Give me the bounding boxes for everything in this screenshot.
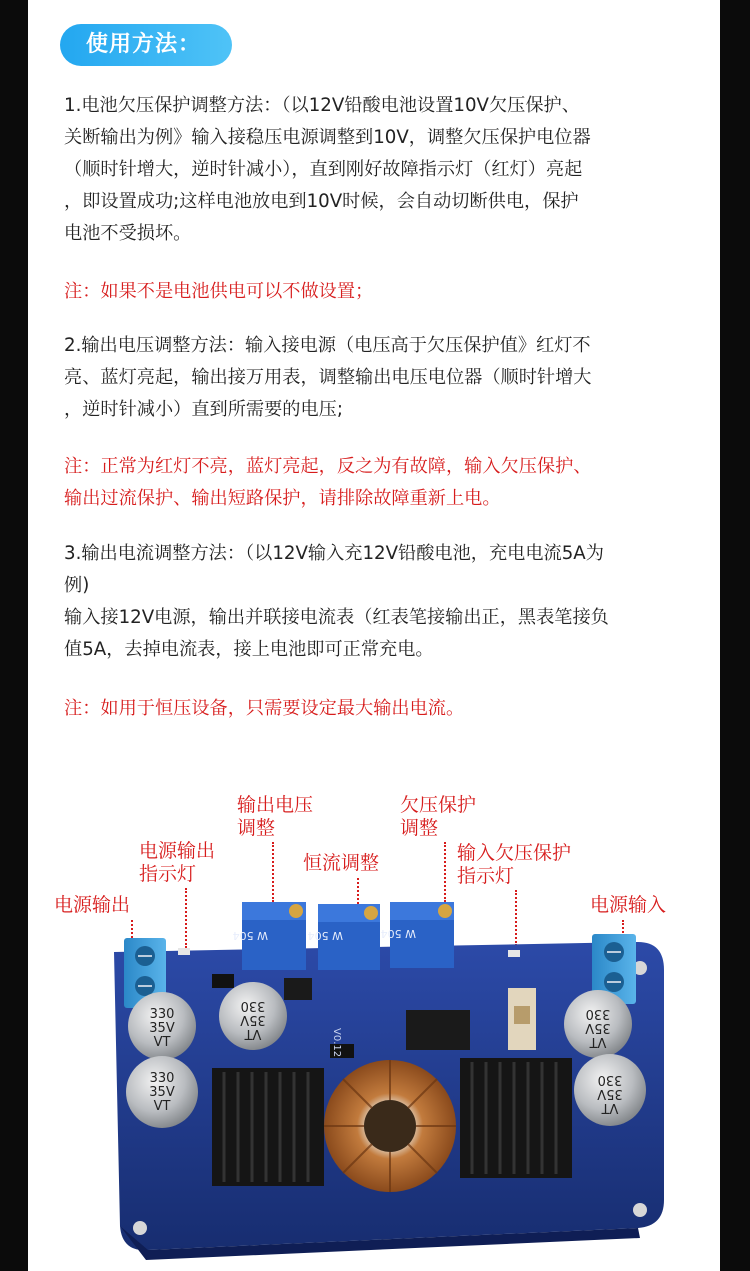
text-line: 输入接12V电源，输出并联接电流表（红表笔接输出正，黑表笔接负 (64, 607, 609, 628)
svg-text:35V: 35V (240, 1012, 266, 1027)
section-2-note (64, 451, 704, 515)
resistor-smd (212, 974, 234, 988)
mount-hole (133, 1221, 147, 1235)
heatsink-left (212, 1068, 324, 1186)
svg-text:VT: VT (153, 1099, 171, 1114)
pot-code-label: W 504 (380, 927, 416, 940)
pot-output-voltage (233, 902, 306, 970)
capacitor-right-top (564, 990, 632, 1058)
small-ic (284, 978, 312, 1000)
pcb-graphic (28, 780, 720, 1271)
note-line: 注：如果不是电池供电可以不做设置； (64, 281, 374, 302)
text-line: 值5A，去掉电流表，接上电池即可正常充电。 (64, 639, 434, 660)
label-power-output: 电源输出 (54, 894, 131, 916)
toroid-inductor (324, 1060, 456, 1192)
text-line: 电池不受损坏。 (64, 223, 192, 244)
label-cc-adjust: 恒流调整 (303, 852, 380, 874)
text-line: （顺时针增大，逆时针减小），直到刚好故障指示灯（红灯）亮起 (64, 159, 583, 180)
svg-text:VT: VT (153, 1035, 171, 1050)
selector-switch-knob (514, 1006, 530, 1024)
text-line: 例) (64, 575, 90, 596)
section-2-text (64, 330, 704, 426)
section-1-note (64, 276, 704, 308)
label-output-indicator: 电源输出 指示灯 (139, 840, 216, 885)
note-line: 注：正常为红灯不亮，蓝灯亮起，反之为有故障，输入欠压保护、 (64, 456, 592, 477)
label-output-voltage-adjust: 输出电压 调整 (237, 794, 314, 839)
svg-text:VT: VT (244, 1026, 262, 1041)
svg-text:35V: 35V (149, 1021, 175, 1036)
svg-text:35V: 35V (585, 1020, 611, 1035)
text-line: 2.输出电压调整方法：输入接电源（电压高于欠压保护值》红灯不 (64, 335, 591, 356)
note-line: 注：如用于恒压设备，只需要设定最大输出电流。 (64, 698, 465, 719)
svg-text:35V: 35V (149, 1085, 175, 1100)
input-uv-indicator-led (508, 950, 520, 957)
controller-ic (406, 1010, 470, 1050)
text-line: 3.输出电流调整方法：（以12V输入充12V铅酸电池，充电电流5A为 (64, 543, 604, 564)
capacitor-center-left (219, 982, 287, 1050)
text-line: 亮、蓝灯亮起，输出接万用表，调整输出电压电位器（顺时针增大 (64, 367, 592, 388)
board-version-label: V0.12 (331, 1028, 342, 1058)
text-line: 关断输出为例》输入接稳压电源调整到10V，调整欠压保护电位器 (64, 127, 591, 148)
capacitor-left-top (128, 992, 196, 1060)
text-line: ，逆时针减小）直到所需要的电压; (64, 399, 343, 420)
text-line: 1.电池欠压保护调整方法：（以12V铅酸电池设置10V欠压保护、 (64, 95, 580, 116)
pot-code-label: W 504 (232, 929, 268, 942)
pot-code-label: W 504 (307, 929, 343, 942)
section-1-text (64, 90, 704, 250)
pot-undervoltage (381, 902, 454, 968)
svg-text:VT: VT (589, 1034, 607, 1049)
label-input-uv-indicator: 输入欠压保护 指示灯 (457, 842, 572, 887)
heatsink-right (460, 1058, 572, 1178)
section-3-text (64, 538, 704, 666)
capacitor-left-bottom (126, 1056, 198, 1128)
capacitor-right-bottom (574, 1054, 646, 1126)
label-power-input: 电源输入 (590, 894, 667, 916)
label-undervoltage-adjust: 欠压保护 调整 (400, 794, 477, 839)
product-detail-page (28, 0, 720, 1271)
pot-constant-current (308, 904, 380, 970)
text-line: ，即设置成功;这样电池放电到10V时候，会自动切断供电，保护 (64, 191, 579, 212)
svg-text:330: 330 (149, 1007, 175, 1022)
output-indicator-led (178, 948, 190, 955)
pcb-board-illustration (28, 780, 720, 1271)
svg-text:330: 330 (149, 1071, 175, 1086)
note-line: 输出过流保护、输出短路保护，请排除故障重新上电。 (64, 488, 501, 509)
svg-text:330: 330 (585, 1006, 611, 1021)
section-3-note (64, 693, 704, 725)
mount-hole (633, 1203, 647, 1217)
svg-text:35V: 35V (597, 1086, 623, 1101)
svg-text:330: 330 (240, 998, 266, 1013)
usage-heading-badge: 使用方法： (60, 24, 232, 66)
svg-text:330: 330 (597, 1072, 623, 1087)
svg-text:VT: VT (601, 1100, 619, 1115)
